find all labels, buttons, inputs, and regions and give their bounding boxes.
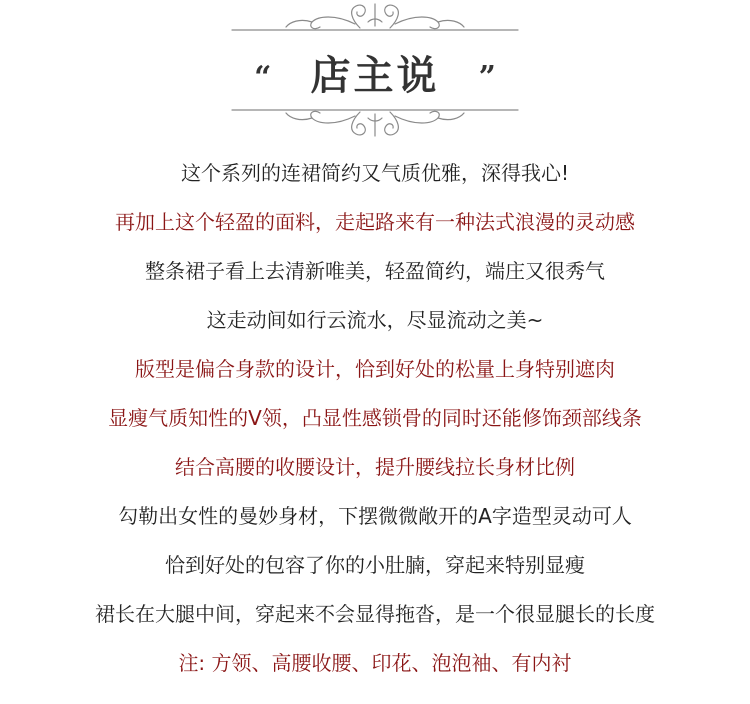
open-quote-mark: “: [254, 60, 272, 95]
description-line: 再加上这个轻盈的面料，走起路来有一种法式浪漫的灵动感: [115, 210, 635, 234]
description-line: 显瘦气质知性的V领，凸显性感锁骨的同时还能修饰颈部线条: [108, 406, 642, 430]
note-line: 注: 方领、高腰收腰、印花、泡泡袖、有内衬: [178, 651, 572, 675]
top-flourish-ornament: [0, 0, 750, 40]
description-line: 裙长在大腿中间，穿起来不会显得拖沓，是一个很显腿长的长度: [95, 602, 655, 626]
header: [0, 46, 750, 106]
description-line: 这个系列的连裙简约又气质优雅，深得我心!: [180, 161, 570, 185]
description-lines: [0, 153, 750, 692]
bottom-flourish-ornament: [0, 100, 750, 140]
page-title: 店主说: [310, 53, 440, 99]
description-line: 整条裙子看上去清新唯美，轻盈简约，端庄又很秀气: [145, 259, 605, 283]
description-line: 结合高腰的收腰设计，提升腰线拉长身材比例: [175, 455, 575, 479]
description-line: 版型是偏合身款的设计，恰到好处的松量上身特别遮肉: [135, 357, 615, 381]
description-line: 勾勒出女性的曼妙身材，下摆微微敞开的A字造型灵动可人: [118, 504, 632, 528]
description-line: 这走动间如行云流水，尽显流动之美~: [206, 308, 544, 332]
close-quote-mark: ”: [478, 60, 496, 95]
description-line: 恰到好处的包容了你的小肚腩，穿起来特别显瘦: [165, 553, 585, 577]
